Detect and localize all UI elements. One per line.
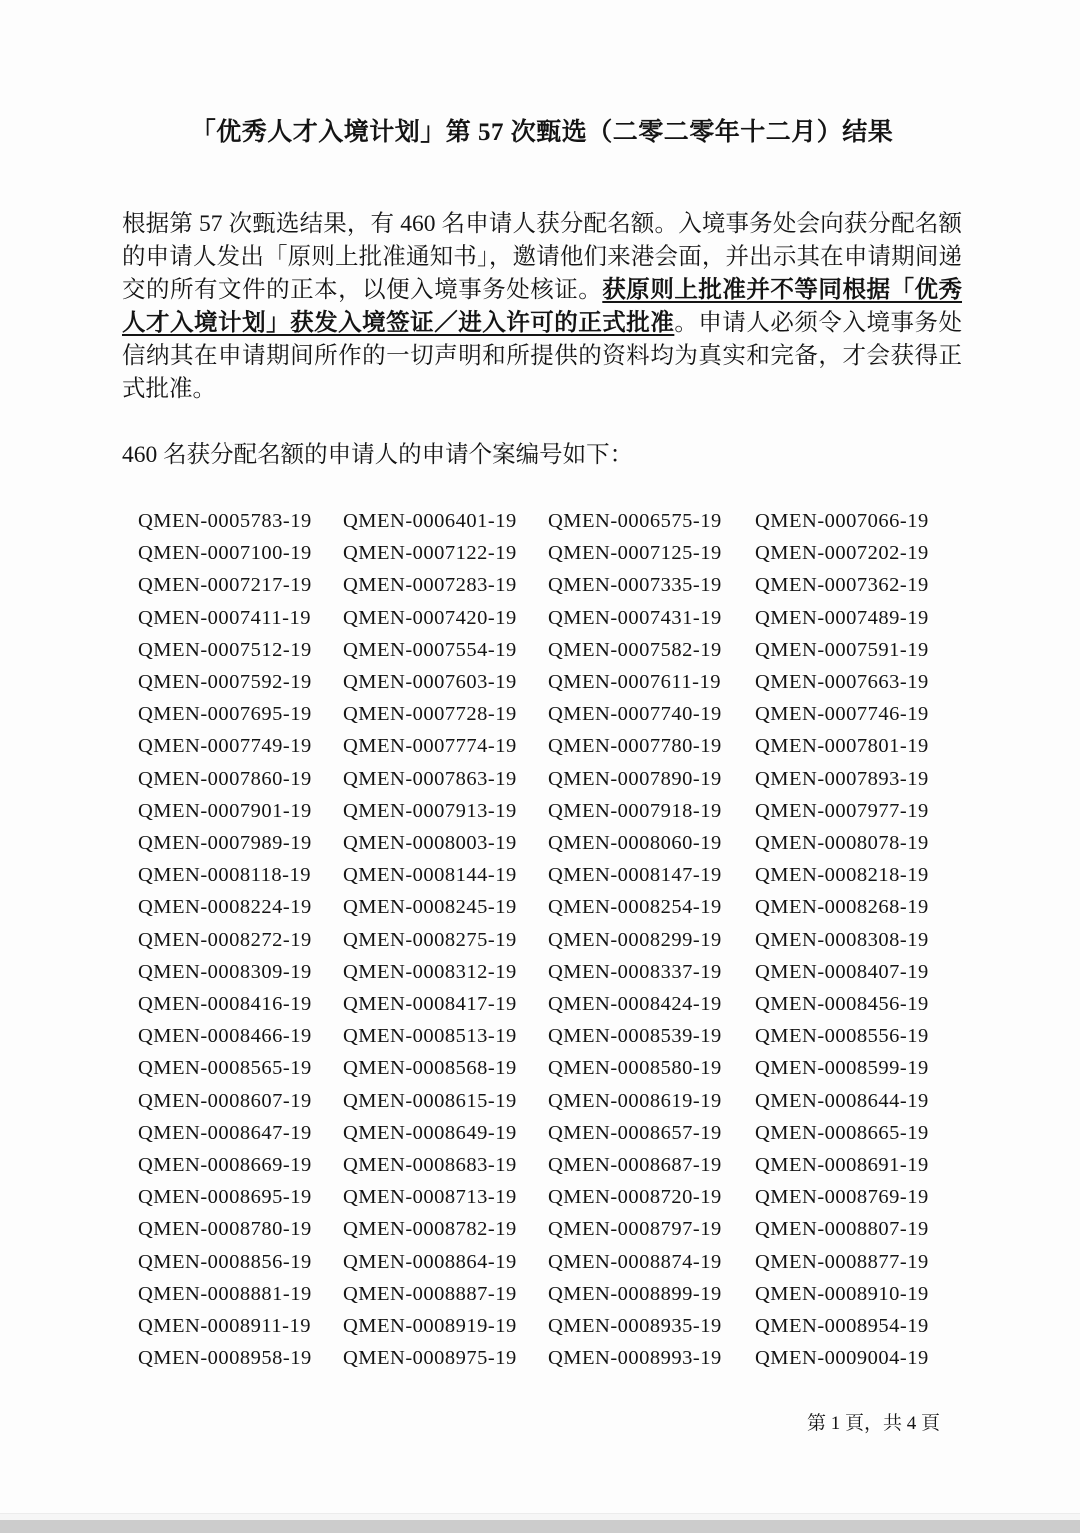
case-number: QMEN-0008687-19 [548, 1154, 722, 1177]
case-number: QMEN-0008254-19 [548, 896, 722, 919]
case-number: QMEN-0007901-19 [138, 799, 312, 822]
case-number: QMEN-0005783-19 [138, 510, 312, 532]
case-number: QMEN-0008299-19 [548, 928, 722, 951]
case-number: QMEN-0007695-19 [138, 703, 312, 726]
case-number: QMEN-0007411-19 [138, 606, 312, 629]
case-number: QMEN-0007603-19 [343, 671, 517, 694]
case-number: QMEN-0007420-19 [343, 606, 517, 629]
case-number: QMEN-0008144-19 [343, 864, 517, 887]
case-number: QMEN-0008665-19 [755, 1121, 929, 1144]
case-number: QMEN-0008060-19 [548, 832, 722, 855]
case-number: QMEN-0008407-19 [755, 960, 929, 983]
document-title: 「优秀人才入境计划」第 57 次甄选（二零二零年十二月）结果 [190, 119, 894, 146]
case-number: QMEN-0008993-19 [548, 1347, 722, 1370]
case-number: QMEN-0007918-19 [548, 799, 722, 822]
case-number-grid [138, 505, 958, 1374]
case-number: QMEN-0007746-19 [755, 703, 929, 726]
case-number: QMEN-0008887-19 [343, 1282, 517, 1305]
case-number: QMEN-0008797-19 [548, 1218, 722, 1241]
case-number: QMEN-0007362-19 [755, 574, 929, 597]
case-number: QMEN-0008864-19 [343, 1250, 517, 1273]
case-number: QMEN-0008782-19 [343, 1218, 517, 1241]
case-number: QMEN-0007431-19 [548, 606, 722, 629]
case-number: QMEN-0008647-19 [138, 1121, 312, 1144]
case-number: QMEN-0008245-19 [343, 896, 517, 919]
case-number: QMEN-0008910-19 [755, 1282, 929, 1305]
case-number: QMEN-0007592-19 [138, 671, 312, 694]
emphasis-text: 获原则上批准并不等同根据「优秀人才入境计划」获发入境签证／进入许可的正式批准 [122, 277, 963, 336]
case-number: QMEN-0008954-19 [755, 1315, 929, 1338]
case-number: QMEN-0008899-19 [548, 1282, 722, 1305]
case-number: QMEN-0008975-19 [343, 1347, 517, 1370]
case-number: QMEN-0006575-19 [548, 510, 722, 532]
body-paragraph [122, 208, 962, 406]
paragraph-part1: 根据第 57 次甄选结果，有 460 名申请人获分配名额。入境事务处会向获分配名额的申请人发出「原则上批准通知书」，邀请他们来港会面，并出示其在申请期间递交的所有文件的正本，以便入境事务处核证。 [122, 211, 962, 303]
case-number: QMEN-0007283-19 [343, 574, 517, 597]
case-number: QMEN-0008683-19 [343, 1154, 517, 1177]
case-number: QMEN-0008118-19 [138, 864, 312, 887]
case-number: QMEN-0008424-19 [548, 993, 722, 1016]
case-number: QMEN-0008003-19 [343, 832, 517, 855]
page-footer: 第 1 頁，共 4 頁 [806, 1413, 940, 1434]
case-number: QMEN-0007890-19 [548, 767, 722, 790]
viewer-bottom-bar [0, 1520, 1080, 1533]
case-number: QMEN-0007335-19 [548, 574, 722, 597]
case-number: QMEN-0008619-19 [548, 1089, 722, 1112]
case-number: QMEN-0007740-19 [548, 703, 722, 726]
case-number: QMEN-0008720-19 [548, 1186, 722, 1209]
case-number: QMEN-0008224-19 [138, 896, 312, 919]
case-number: QMEN-0008958-19 [138, 1347, 312, 1370]
case-number: QMEN-0008556-19 [755, 1025, 929, 1048]
case-number: QMEN-0008713-19 [343, 1186, 517, 1209]
case-number: QMEN-0008456-19 [755, 993, 929, 1016]
case-number: QMEN-0007582-19 [548, 638, 722, 661]
case-number: QMEN-0007863-19 [343, 767, 517, 790]
case-number: QMEN-0008769-19 [755, 1186, 929, 1209]
case-number: QMEN-0008272-19 [138, 928, 312, 951]
case-number: QMEN-0008669-19 [138, 1154, 312, 1177]
case-number: QMEN-0007801-19 [755, 735, 929, 758]
case-number: QMEN-0008691-19 [755, 1154, 929, 1177]
case-number: QMEN-0008417-19 [343, 993, 517, 1016]
case-number: QMEN-0008911-19 [138, 1315, 312, 1338]
case-number: QMEN-0007663-19 [755, 671, 929, 694]
case-number: QMEN-0006401-19 [343, 510, 517, 532]
case-number: QMEN-0008466-19 [138, 1025, 312, 1048]
case-number: QMEN-0007217-19 [138, 574, 312, 597]
case-number: QMEN-0008308-19 [755, 928, 929, 951]
case-number: QMEN-0007489-19 [755, 606, 929, 629]
case-number: QMEN-0008877-19 [755, 1250, 929, 1273]
paragraph-part2: 。申请人必须令入境事务处信纳其在申请期间所作的一切声明和所提供的资料均为真实和完备，才会获得正式批准。 [122, 310, 963, 402]
case-number: QMEN-0007893-19 [755, 767, 929, 790]
case-number: QMEN-0007860-19 [138, 767, 312, 790]
case-number: QMEN-0007913-19 [343, 799, 517, 822]
case-number: QMEN-0007749-19 [138, 735, 312, 758]
case-number: QMEN-0007611-19 [548, 671, 722, 694]
case-number: QMEN-0008565-19 [138, 1057, 312, 1080]
case-number: QMEN-0008935-19 [548, 1315, 722, 1338]
case-number: QMEN-0007591-19 [755, 638, 929, 661]
case-number: QMEN-0009004-19 [755, 1347, 929, 1370]
case-number: QMEN-0008856-19 [138, 1250, 312, 1273]
case-number: QMEN-0007122-19 [343, 542, 517, 565]
case-number: QMEN-0008218-19 [755, 864, 929, 887]
page-edge-gap [0, 1513, 1080, 1520]
case-number: QMEN-0007780-19 [548, 735, 722, 758]
case-number: QMEN-0008649-19 [343, 1121, 517, 1144]
case-number: QMEN-0007125-19 [548, 542, 722, 565]
case-number: QMEN-0008807-19 [755, 1218, 929, 1241]
list-intro: 460 名获分配名额的申请人的申请个案编号如下： [122, 442, 634, 468]
case-number: QMEN-0008568-19 [343, 1057, 517, 1080]
case-number: QMEN-0008275-19 [343, 928, 517, 951]
case-number: QMEN-0008615-19 [343, 1089, 517, 1112]
case-number: QMEN-0008580-19 [548, 1057, 722, 1080]
case-number: QMEN-0008147-19 [548, 864, 722, 887]
case-number: QMEN-0008268-19 [755, 896, 929, 919]
case-number: QMEN-0007066-19 [755, 510, 929, 532]
case-number: QMEN-0008513-19 [343, 1025, 517, 1048]
case-number: QMEN-0008309-19 [138, 960, 312, 983]
case-number: QMEN-0008657-19 [548, 1121, 722, 1144]
case-number: QMEN-0007774-19 [343, 735, 517, 758]
case-number: QMEN-0007728-19 [343, 703, 517, 726]
case-number: QMEN-0008607-19 [138, 1089, 312, 1112]
case-number: QMEN-0008881-19 [138, 1282, 312, 1305]
case-number: QMEN-0008780-19 [138, 1218, 312, 1241]
case-number: QMEN-0007977-19 [755, 799, 929, 822]
case-number: QMEN-0007100-19 [138, 542, 312, 565]
case-number: QMEN-0007202-19 [755, 542, 929, 565]
case-number: QMEN-0008874-19 [548, 1250, 722, 1273]
case-number: QMEN-0008644-19 [755, 1089, 929, 1112]
case-number: QMEN-0008312-19 [343, 960, 517, 983]
case-number: QMEN-0008695-19 [138, 1186, 312, 1209]
case-number: QMEN-0008078-19 [755, 832, 929, 855]
case-number: QMEN-0007989-19 [138, 832, 312, 855]
case-number: QMEN-0008337-19 [548, 960, 722, 983]
case-number: QMEN-0008919-19 [343, 1315, 517, 1338]
case-number: QMEN-0008416-19 [138, 993, 312, 1016]
case-number: QMEN-0008539-19 [548, 1025, 722, 1048]
case-number: QMEN-0007554-19 [343, 638, 517, 661]
case-number: QMEN-0007512-19 [138, 638, 312, 661]
case-number: QMEN-0008599-19 [755, 1057, 929, 1080]
